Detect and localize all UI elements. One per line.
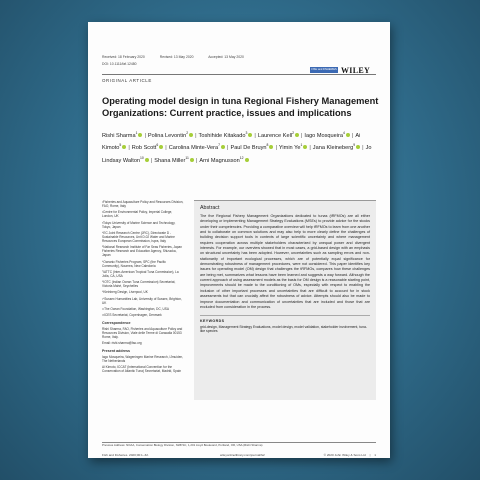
author-affiliation-number: 7 [218,143,221,148]
author-separator: | [227,145,229,152]
header-rule [102,74,376,75]
author-separator: | [150,157,153,164]
publisher-logo: WILEY [341,66,371,75]
author-separator: | [309,145,311,152]
author-affiliation-number: 6 [156,143,159,148]
keywords-text: grid-design, Management Strategy Evaluations, model design, model validation, stakeholder involvement, tuna-like species [200,324,367,334]
present-address-text: Iago Mosqueira, Wageningen Marine Research, IJmuiden, The Netherlands [102,354,184,363]
author-name[interactable]: Arni Magnusson [199,157,240,164]
affiliation-list [102,200,184,317]
article-title: Operating model design in tuna Regional Fishery Management Organizations: Current practice, issues and implications [102,96,379,118]
article-type: ORIGINAL ARTICLE [102,78,152,83]
affiliation-item: ⁹Kleinberg Design, Liverpool, UK [102,290,148,295]
author-list [102,129,372,166]
orcid-icon[interactable] [145,158,149,162]
correspondence-email[interactable]: Email: rishi.sharma@fao.org [102,341,142,346]
author-name[interactable]: Rishi Sharma [102,132,136,139]
page-footer [102,453,376,457]
correspondence-heading: Correspondence [102,321,131,326]
revised-date: Revised: 13 May 2020 [159,55,194,59]
author-name[interactable]: Iago Mosqueira [304,132,343,139]
affiliation-item: ⁵National Research Institute of Far Seas Fisheries, Japan Fisheries Research and Education Agency, Shizuoka, Japan [102,245,183,258]
keywords-heading: KEYWORDS [200,319,225,324]
author-name[interactable]: Laurence Kell [257,132,293,139]
author-separator: | [362,145,364,152]
affiliation-item: ⁸IOTC (Indian Ocean Tuna Commission) Secretariat, Victoria Mahé, Seychelles [102,280,176,289]
orcid-icon[interactable] [190,158,194,162]
doi[interactable]: DOI: 10.1111/faf.12480 [102,62,137,66]
orcid-icon[interactable] [122,145,126,149]
affiliation-item: ¹¹The Ocean Foundation, Washington, DC, USA [102,306,169,311]
received-date: Received: 18 February 2020 [102,55,145,59]
affiliation-item: ¹²ICES Secretariat, Copenhagen, Denmark [102,313,162,318]
orcid-icon[interactable] [266,143,273,149]
abstract-text: The five Regional Fishery Management Organizations dedicated to tunas (tRFMOs) are all either developing or implementing Management Strategy Evaluations (MSEs) to provide advice for the stocks under their competencies. Providing a comparative overview will help tRFMOs to learn from one another and to collaborate on common solutions and may also help to more clearly define the challenges of building decision support tools in contexts of large scientific uncertainty and where management requires cooperation across multiple stakeholders characterized by unequal power and divergent interests. For example, our overview showed that in most cases, a grid-based design with an emphasis on structural uncertainty has been adopted. However, uncertainties such as sampling errors and non-stationarity of important ecological processes, which are of potentially equal significance for demonstrating robustness of management procedures, were not considered. This paper identifies key issues for operating model (OM) design that challenges the tRFMOs, compares how these challenges are being met, summarizes what lessons have been learned and suggests a way forward. Although the current approach of using assessment models as the basis for OM design is a reasonable starting point, improvements should be made to the conditioning of OMs, especially with respect to enabling the inclusion of other important processes and uncertainties that are difficult to account for in stock assessments but that can crucially affect the robustness of advice. Attempts should also be made to improve documentation and communication of uncertainties that are included and those that are excluded from consideration in the process. [200,214,370,309]
author-affiliation-number: 2 [292,131,294,135]
author-affiliation-number: 8 [266,143,269,148]
orcid-icon[interactable] [346,133,350,137]
copyright-and-page: © 2020 John Wiley & Sons Ltd | 1 [323,453,376,457]
author-separator: | [300,132,303,139]
orcid-icon[interactable] [245,158,249,162]
affiliations-column [102,200,184,375]
affiliation-item: ¹Fisheries and Aquaculture Policy and Resources Division, FAO, Rome, Italy [102,200,184,209]
orcid-icon[interactable] [159,145,163,149]
author-affiliation-number: 11 [185,155,189,160]
correspondence-text: Rishi Sharma, FAO, Fisheries and Aquaculture Policy and Resources Division, Viale delle Terme di Caracalla 00153 Rome, Italy. [102,326,183,339]
author-separator: | [128,145,130,152]
author-separator: | [351,132,354,139]
orcid-icon[interactable] [135,131,142,137]
article-page [88,22,390,458]
author-name[interactable]: Rob Scott [131,145,157,152]
author-affiliation-number: 10 [140,155,144,160]
author-name[interactable]: Ai Kimoto [102,132,361,152]
journal-badge: FISH and FISHERIES [311,68,337,71]
author-name[interactable]: Paul De Bruyn [230,145,267,152]
orcid-icon[interactable] [221,145,225,149]
author-name[interactable]: Polina Levontin [147,132,187,139]
author-name[interactable]: Shana Miller [154,157,186,164]
author-affiliation-number: 1 [300,143,303,148]
author-name[interactable]: Jo Lindsay Walton [102,145,372,164]
author-separator: | [165,145,167,152]
article-dates [102,55,258,59]
author-separator: | [275,145,277,152]
author-separator: | [254,132,256,139]
author-name[interactable]: Toshihide Kitakado [198,132,246,139]
author-separator: | [195,132,197,139]
affiliation-item: ³Tokyo University of Marine Science and Technology, Tokyo, Japan [102,220,176,229]
copyright: © 2020 John Wiley & Sons Ltd [323,453,366,457]
author-separator: | [195,157,198,164]
present-address-heading: Present address [102,349,130,354]
author-affiliation-number: 9 [353,143,356,148]
author-affiliation-number: 12 [239,155,244,160]
keywords-section [200,315,370,334]
orcid-icon[interactable] [303,145,307,149]
journal-citation: Fish and Fisheries. 2020;00:1–32. [102,453,149,457]
present-address-text-2: Ai Kimoto, ICCAT (International Convention for the Conservation of Atlantic Tuna) Secretariat, Madrid, Spain [102,365,182,374]
author-affiliation-number: 1 [135,131,138,135]
author-affiliation-number: 5 [119,143,122,148]
author-separator: | [144,132,146,139]
affiliation-item: ¹⁰Sussex Humanities Lab, University of Sussex, Brighton, UK [102,296,182,305]
author-name[interactable]: Jana Kleineberg [312,145,354,152]
accepted-date: Accepted: 13 May 2020 [208,55,244,59]
affiliation-item: ⁷IATTC (Inter-American Tropical Tuna Commission), La Jolla, CA, USA [102,269,179,278]
author-affiliation-number: 3 [245,131,248,135]
author-name[interactable]: Carolina Minte-Vera [168,145,219,152]
author-affiliation-number: 4 [342,131,345,135]
footnote: Previous Address: NOAA, Conservation Biology Division, NWFSC, 1,201 Lloyd Boulevard, Portland, OR, USA (Rishi Sharma) [102,443,263,447]
page-number: 1 [374,453,376,457]
orcid-icon[interactable] [295,133,299,137]
abstract-heading: Abstract [200,205,220,211]
journal-url[interactable]: wileyonlinelibrary.com/journal/faf [220,453,265,457]
affiliation-item: ²Centre for Environmental Policy, Imperial College, London, UK [102,210,173,219]
author-affiliation-number: 2 [186,131,189,135]
orcid-icon[interactable] [245,131,252,137]
orcid-icon[interactable] [189,133,193,137]
affiliation-item: ⁴EC Joint Research Centre (JRC), Directorate D - Sustainable Resources, Unit D.02 Water and Marine Resources European Commission, Ispra, Italy [102,230,175,244]
orcid-icon[interactable] [356,145,360,149]
affiliation-item: ⁶Oceanic Fisheries Program, SPC (the Pacific Community), Noumea, New Caledonia [102,259,166,268]
author-name[interactable]: Yimin Ye [278,145,301,152]
abstract-box [194,200,376,400]
